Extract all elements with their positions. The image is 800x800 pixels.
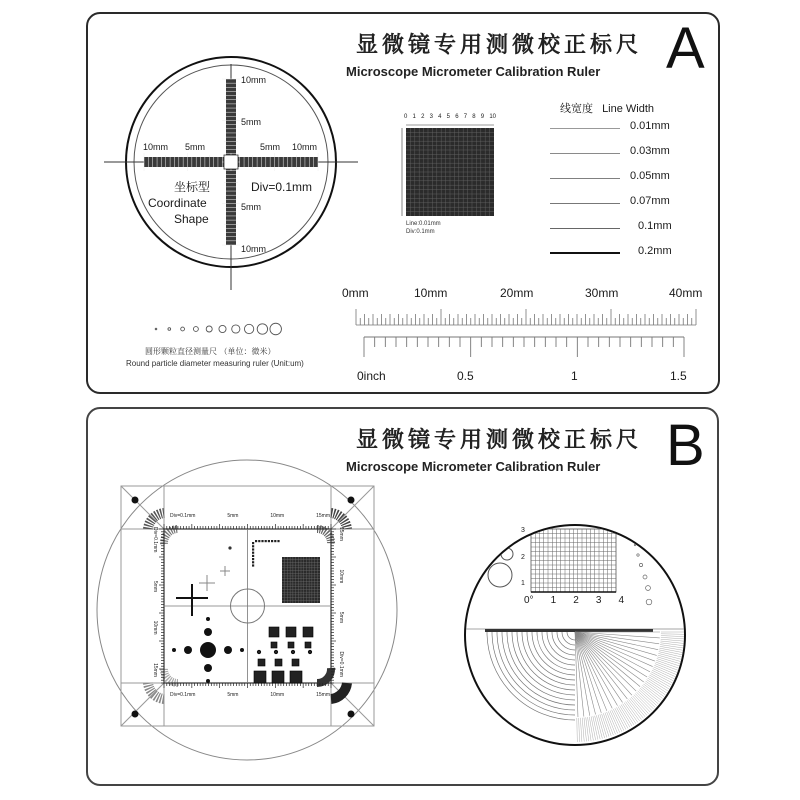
round-y-label-1: 1	[521, 580, 525, 587]
round-x-label-3: 3	[595, 595, 602, 606]
sq-top-label-10: 10mm	[270, 513, 285, 519]
panel-a-title-english: Microscope Micrometer Calibration Ruler	[346, 64, 601, 79]
grid-top-tick-4: 4	[438, 114, 442, 120]
grid-top-tick-9: 9	[480, 114, 485, 120]
particle-ruler-title-zh: 圆形颗粒直径测量尺 （单位：微米）	[145, 347, 276, 356]
inch-label-0: 0inch	[357, 369, 386, 383]
mm-label-20: 20mm	[500, 286, 534, 300]
round-reticle	[88, 409, 721, 788]
line-width-label: 0.05mm	[630, 170, 670, 182]
v-label-top-10mm: 10mm	[241, 75, 267, 85]
panel-b-calibration-ruler	[86, 407, 719, 786]
sq-top-label-div: Div=0.1mm	[170, 513, 196, 519]
v-label-bottom-10mm: 10mm	[241, 244, 267, 254]
round-x-label-2: 2	[573, 595, 579, 606]
grid-top-tick-8: 8	[472, 114, 476, 120]
sq-bottom-label-15: 15mm	[316, 692, 330, 698]
division-label: Div=0.1mm	[251, 180, 313, 194]
h-label-left-10mm: 10mm	[143, 142, 169, 152]
grid-line-note: Line:0.01mm	[406, 221, 441, 227]
inch-label-1-5: 1.5	[670, 369, 687, 383]
coordinate-label-line1: Coordinate	[148, 196, 207, 210]
grid-top-tick-5: 5	[446, 114, 450, 120]
sq-right-label-5: 5mm	[338, 611, 344, 623]
line-width-label: 0.1mm	[638, 220, 672, 232]
mm-label-40: 40mm	[669, 286, 703, 300]
h-label-right-5mm: 5mm	[260, 142, 280, 152]
round-y-label-3: 3	[521, 527, 525, 534]
line-width-heading-en: Line Width	[602, 103, 655, 115]
grid-top-tick-10: 10	[489, 114, 496, 120]
h-label-right-10mm: 10mm	[292, 142, 318, 152]
sq-left-label-15: 15mm	[152, 663, 158, 677]
round-x-label-0: 0°	[524, 595, 534, 606]
h-label-left-5mm: 5mm	[185, 142, 205, 152]
round-grid-y-labels	[521, 527, 525, 587]
coordinate-label-chinese: 坐标型	[174, 180, 211, 194]
grid-top-tick-1: 1	[412, 114, 416, 120]
round-grid-x-labels	[524, 595, 624, 606]
v-label-top-5mm: 5mm	[241, 117, 261, 127]
sq-left-label-5: 5mm	[152, 580, 158, 593]
panel-a-letter: A	[666, 16, 705, 81]
sq-left-label-10: 10mm	[152, 620, 158, 635]
sq-right-label-div: Div=0.1mm	[338, 651, 344, 677]
line-width-label: 0.2mm	[638, 245, 672, 257]
inch-label-0-5: 0.5	[457, 369, 474, 383]
coordinate-label-line2: Shape	[174, 212, 209, 226]
line-width-heading-zh: 线宽度	[560, 102, 593, 115]
sq-top-label-5: 5mm	[227, 513, 239, 519]
sq-right-label-10: 10mm	[338, 569, 344, 584]
particle-ruler-title-en: Round particle diameter measuring ruler (Unit:um)	[126, 359, 304, 368]
panel-b-title-chinese: 显微镜专用测微校正标尺	[356, 428, 643, 453]
grid-top-tick-2: 2	[421, 114, 425, 120]
panel-a-calibration-ruler	[86, 12, 720, 394]
mm-label-30: 30mm	[585, 286, 619, 300]
sq-bottom-label-div: Div=0.1mm	[170, 692, 196, 698]
panel-b-letter: B	[666, 413, 705, 478]
grid-top-tick-6: 6	[455, 114, 459, 120]
mm-label-0: 0mm	[342, 286, 369, 300]
sq-bottom-label-10: 10mm	[270, 692, 285, 698]
grid-div-note: Div:0.1mm	[406, 229, 435, 235]
line-width-label: 0.07mm	[630, 195, 670, 207]
round-x-label-1: 1	[550, 595, 557, 606]
round-x-label-4: 4	[618, 595, 624, 606]
grid-top-tick-0: 0	[404, 114, 408, 120]
v-label-bottom-5mm: 5mm	[241, 202, 261, 212]
sq-right-label-15: 15mm	[338, 527, 344, 541]
sq-bottom-label-5: 5mm	[227, 692, 239, 698]
sq-top-label-15: 15mm	[316, 513, 330, 519]
line-width-label: 0.03mm	[630, 145, 670, 157]
inch-label-1: 1	[571, 369, 578, 383]
panel-a-title-chinese: 显微镜专用测微校正标尺	[356, 33, 643, 58]
particle-circles	[148, 319, 288, 341]
grid-top-tick-3: 3	[429, 114, 433, 120]
grid-top-tick-7: 7	[463, 114, 468, 120]
round-y-label-2: 2	[521, 553, 525, 561]
mm-label-10: 10mm	[414, 286, 448, 300]
panel-b-title-english: Microscope Micrometer Calibration Ruler	[346, 459, 601, 474]
line-width-label: 0.01mm	[630, 120, 670, 132]
sq-left-label-div: Div=0.1mm	[152, 527, 158, 553]
